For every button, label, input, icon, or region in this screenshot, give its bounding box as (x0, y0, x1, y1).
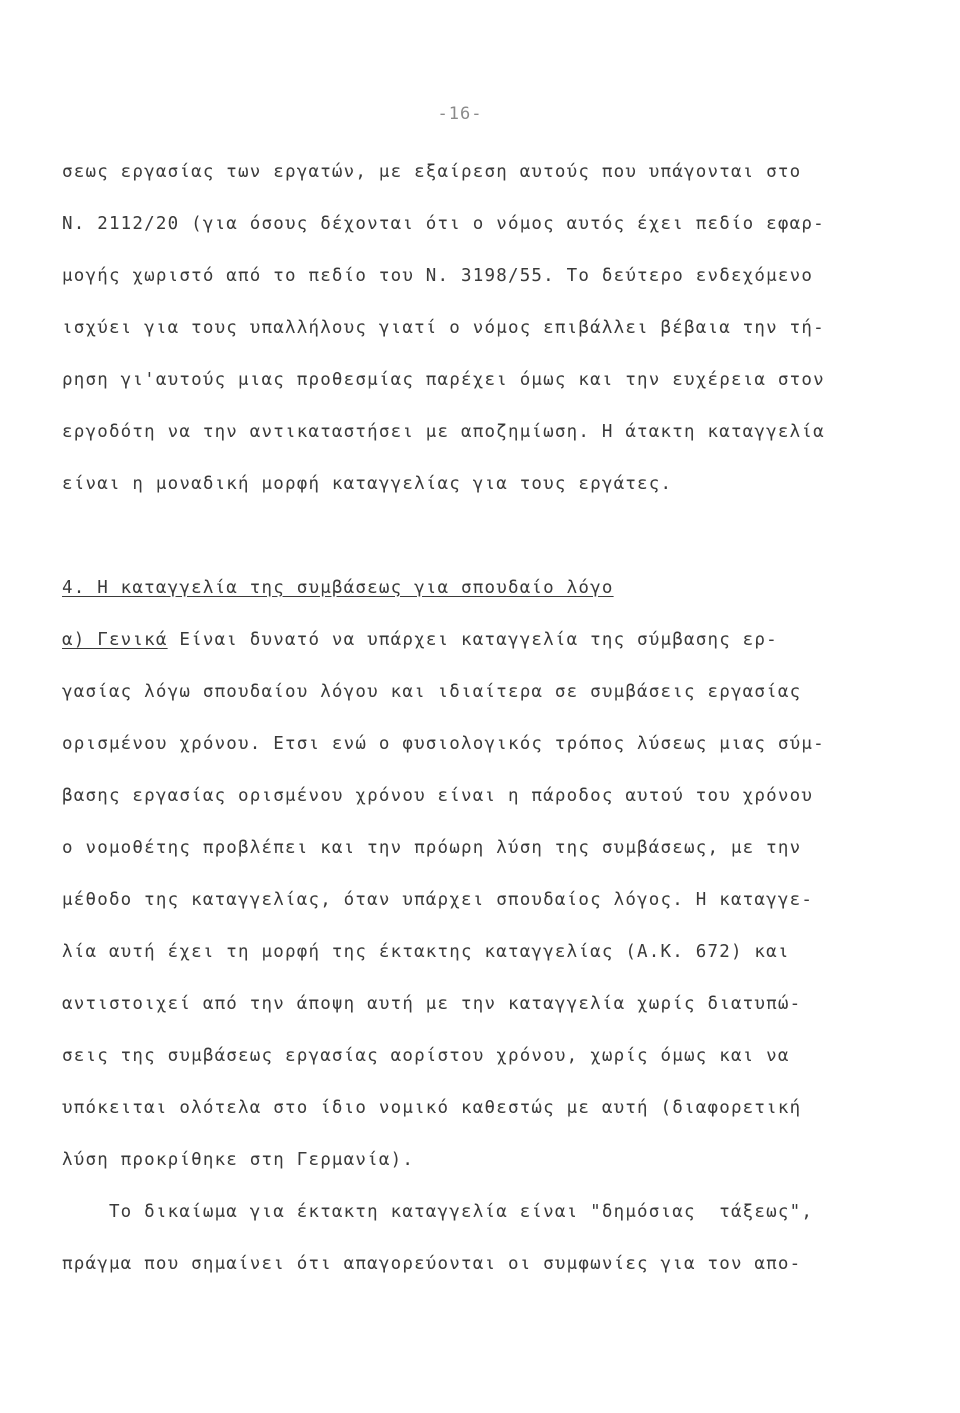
text-line: σεως εργασίας των εργατών, με εξαίρεση αυτούς που υπάγονται στο (62, 162, 802, 182)
text-span: Είναι δυνατό να υπάρχει καταγγελία της σύμβασης ερ- (167, 630, 778, 650)
text-line: υπόκειται ολότελα στο ίδιο νομικό καθεστώς με αυτή (διαφορετική (62, 1098, 802, 1118)
text-line: ισχύει για τους υπαλλήλους γιατί ο νόμος επιβάλλει βέβαια την τή- (62, 318, 825, 338)
text-line: σεις της συμβάσεως εργασίας αορίστου χρόνου, χωρίς όμως και να (62, 1046, 790, 1066)
text-line: είναι η μοναδική μορφή καταγγελίας για τους εργάτες. (62, 474, 673, 494)
text-line: μογής χωριστό από το πεδίο του Ν. 3198/55. Το δεύτερο ενδεχόμενο (62, 266, 814, 286)
text-line: Ν. 2112/20 (για όσους δέχονται ότι ο νόμος αυτός έχει πεδίο εφαρ- (62, 214, 825, 234)
text-line: ρηση γι'αυτούς μιας προθεσμίας παρέχει όμως και την ευχέρεια στον (62, 370, 825, 390)
text-line: ο νομοθέτης προβλέπει και την πρόωρη λύση της συμβάσεως, με την (62, 838, 802, 858)
text-line: αντιστοιχεί από την άποψη αυτή με την καταγγελία χωρίς διατυπώ- (62, 994, 802, 1014)
text-line: γασίας λόγω σπουδαίου λόγου και ιδιαίτερα σε συμβάσεις εργασίας (62, 682, 802, 702)
text-line: βασης εργασίας ορισμένου χρόνου είναι η πάροδος αυτού του χρόνου (62, 786, 814, 806)
page-number: -16- (437, 104, 483, 124)
text-line: ορισμένου χρόνου. Ετσι ενώ ο φυσιολογικός τρόπος λύσεως μιας σύμ- (62, 734, 825, 754)
section-heading: 4. Η καταγγελία της συμβάσεως για σπουδαίο λόγο (62, 578, 614, 598)
text-line: πράγμα που σημαίνει ότι απαγορεύονται οι συμφωνίες για τον απο- (62, 1254, 802, 1274)
text-line (62, 628, 872, 652)
text-line: εργοδότη να την αντικαταστήσει με αποζημίωση. Η άτακτη καταγγελία (62, 422, 825, 442)
text-line: λία αυτή έχει τη μορφή της έκτακτης καταγγελίας (Α.Κ. 672) και (62, 942, 790, 962)
text-line: μέθοδο της καταγγελίας, όταν υπάρχει σπουδαίος λόγος. Η καταγγε- (62, 890, 814, 910)
text-line: Το δικαίωμα για έκτακτη καταγγελία είναι "δημόσιας τάξεως", (62, 1202, 814, 1222)
text-line: λύση προκρίθηκε στη Γερμανία). (62, 1150, 415, 1170)
subsection-label: α) Γενικά (62, 630, 168, 650)
